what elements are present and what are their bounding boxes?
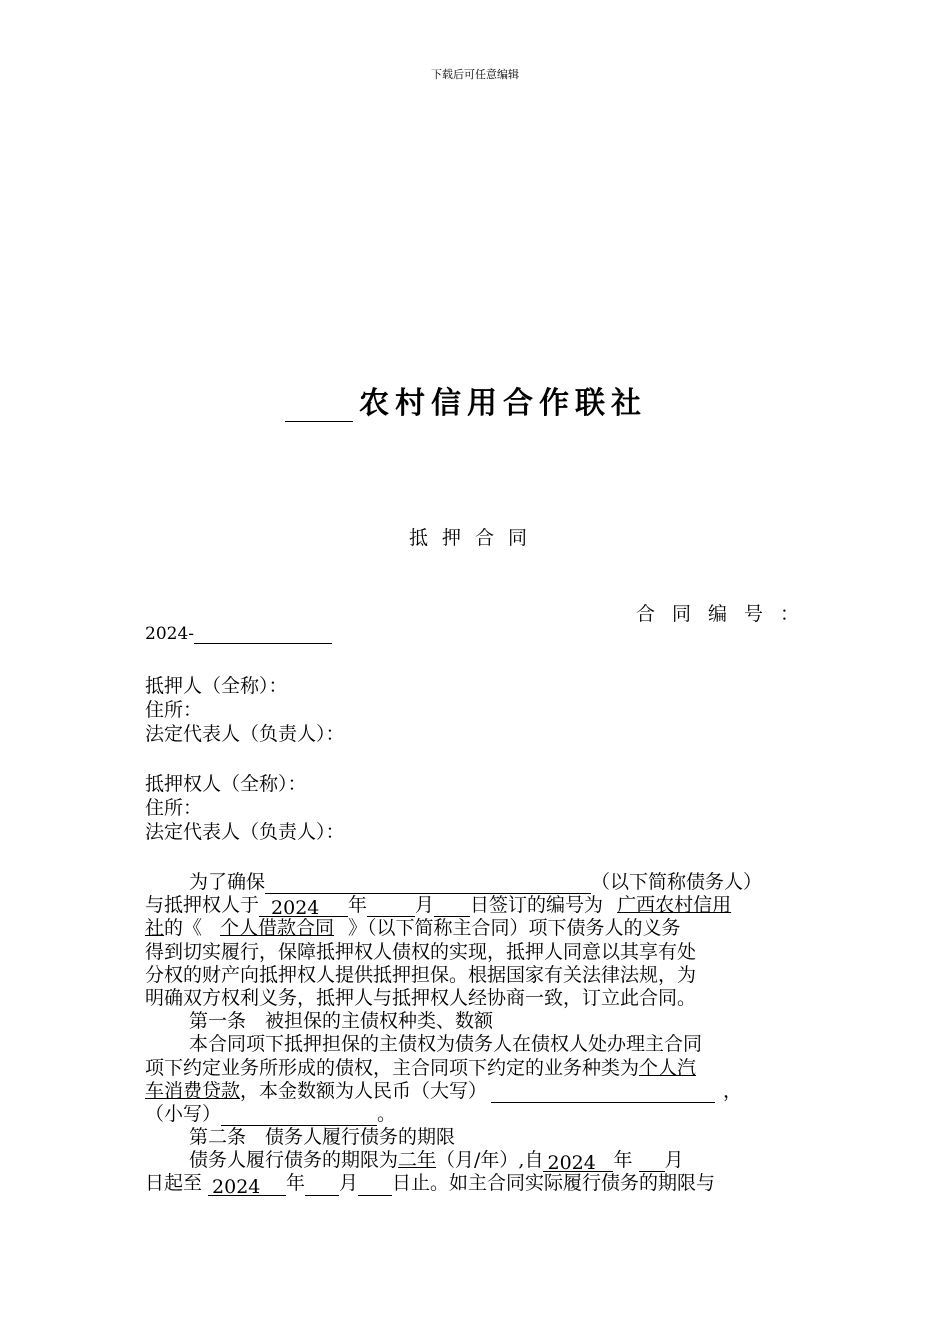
text-fragment: 2024 [271, 897, 320, 920]
text-fragment: 为了确保 [189, 871, 266, 893]
contract-number-blank [194, 625, 332, 644]
end-day-blank [358, 1176, 392, 1196]
text-fragment: 》（以下简称主合同）项下债务人的义务 [348, 917, 681, 940]
text-fragment: 年 [613, 1149, 633, 1172]
text-fragment: ， [723, 1079, 743, 1102]
text-fragment: 2024 [547, 1152, 596, 1175]
body-line-5: 分权的财产向抵押权人提供抵押担保。根据国家有关法律法规，为 [145, 963, 697, 986]
mortgagee-rep-label: 法定代表人（负责人）： [145, 821, 345, 843]
text-fragment: （以下简称债务人） [591, 871, 763, 893]
article-1-line-3 [145, 1080, 810, 1103]
contract-number-label: 合同编号： [636, 603, 817, 625]
body-line-2 [145, 894, 810, 920]
title-text: 农村信用合作联社 [359, 386, 647, 421]
text-fragment: 与抵押权人于 [145, 894, 260, 917]
loan-term: 二年 [398, 1149, 437, 1172]
amount-words-blank [491, 1083, 715, 1103]
start-month-blank [639, 1152, 665, 1172]
body-line-3 [145, 917, 810, 940]
text-fragment: 月 [415, 894, 435, 917]
contract-number [145, 624, 332, 644]
mortgagee-address-label: 住所： [145, 797, 203, 819]
article-1-line-4 [145, 1103, 810, 1126]
text-fragment: 月 [339, 1172, 359, 1195]
text-fragment: ，本金数额为人民币（大写） [240, 1079, 488, 1102]
text-fragment: 车消费贷款 [145, 1079, 241, 1102]
mortgagee-name-label: 抵押权人（全称）： [145, 773, 307, 795]
mortgagor-address-label: 住所： [145, 699, 203, 721]
text-fragment: 2024 [212, 1175, 261, 1198]
sign-day-blank [434, 897, 470, 917]
debtor-blank [265, 874, 591, 894]
article-1-title: 第一条 被担保的主债权种类、数额 [189, 1010, 494, 1033]
sign-month-blank [367, 897, 415, 917]
contract-body [145, 871, 810, 1196]
article-1-line-1: 本合同项下抵押担保的主债权为债务人在债权人处办理主合同 [189, 1033, 703, 1056]
article-1-line-2 [145, 1057, 810, 1080]
contract-subtitle: 抵押合同 [408, 527, 541, 549]
text-fragment: 日起至 [145, 1172, 203, 1195]
business-type: 个人汽 [639, 1056, 697, 1079]
end-month-blank [305, 1176, 339, 1196]
contract-org: 广西农村信用 [617, 894, 732, 917]
amount-figures-blank [221, 1106, 377, 1126]
text-fragment: 月 [664, 1149, 684, 1172]
start-year-field [543, 1152, 613, 1175]
sign-year-field [259, 897, 348, 920]
text-fragment: （小写） [145, 1102, 222, 1125]
body-line-1 [145, 871, 810, 894]
article-2-line-1 [145, 1149, 810, 1175]
text-fragment: 社 [145, 917, 165, 940]
text-fragment: （月/年）,自 [436, 1149, 544, 1172]
text-fragment: 日签订的编号为 [470, 894, 604, 917]
body-line-6: 明确双方权利义务，抵押人与抵押权人经协商一致，订立此合同。 [145, 986, 697, 1009]
header-note: 下载后可任意编辑 [431, 68, 519, 81]
text-fragment: 的《 [164, 917, 203, 940]
article-2-line-2 [145, 1172, 810, 1198]
text-fragment: 。 [377, 1102, 397, 1125]
document-title [285, 378, 647, 422]
article-2-title: 第二条 债务人履行债务的期限 [189, 1126, 456, 1149]
loan-contract-name: 个人借款合同 [220, 917, 335, 940]
mortgagor-rep-label: 法定代表人（负责人）： [145, 723, 345, 745]
end-year-field [208, 1176, 286, 1196]
body-line-4: 得到切实履行，保障抵押权人债权的实现，抵押人同意以其享有处 [145, 940, 697, 963]
text-fragment: 债务人履行债务的期限为 [189, 1149, 399, 1172]
text-fragment: 项下约定业务所形成的债权，主合同项下约定的业务种类为 [145, 1056, 640, 1079]
title-blank [285, 391, 353, 422]
contract-number-prefix: 2024- [145, 624, 195, 644]
text-fragment: 年 [348, 894, 368, 917]
text-fragment: 年 [286, 1172, 306, 1195]
mortgagor-name-label: 抵押人（全称）： [145, 675, 288, 697]
text-fragment: 日止。如主合同实际履行债务的期限与 [392, 1172, 716, 1195]
